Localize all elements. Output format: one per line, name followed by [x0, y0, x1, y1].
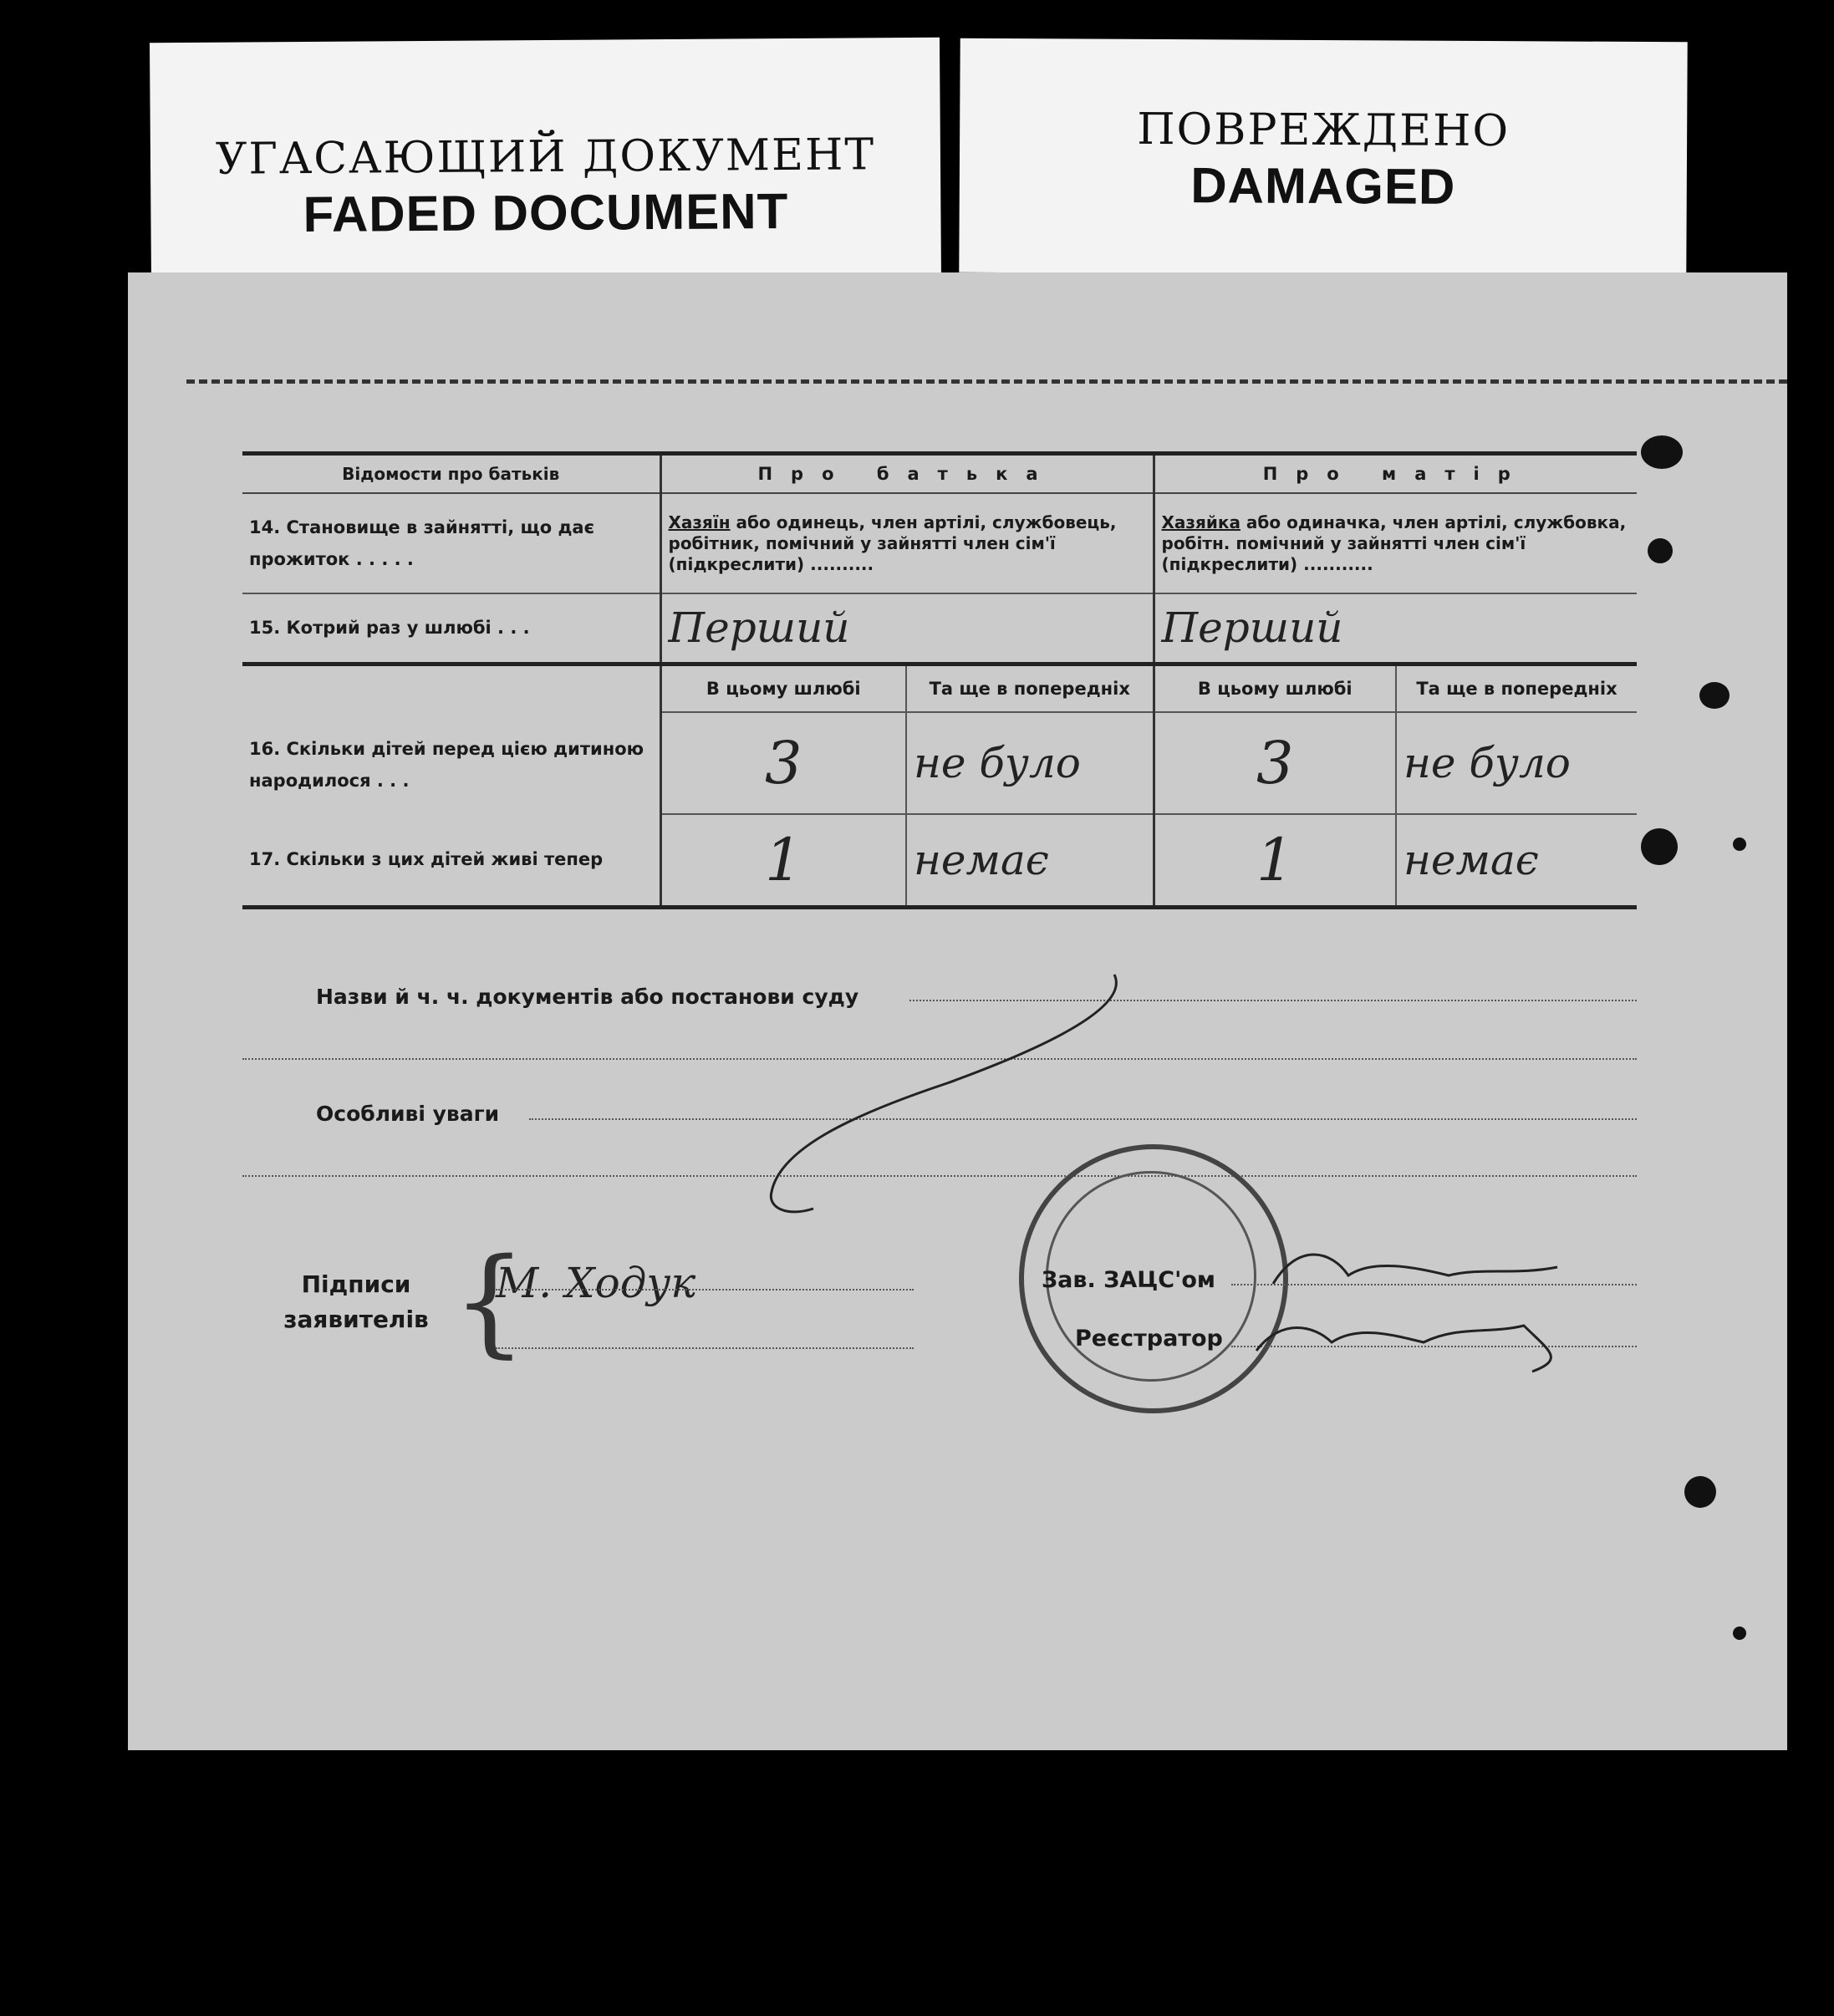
official-signatures: [1248, 1225, 1599, 1392]
row14-mother-underlined: Хазяйка: [1161, 512, 1240, 532]
damage-hole: [1733, 837, 1746, 851]
damage-hole: [1641, 828, 1678, 865]
documents-label: Назви й ч. ч. документів або постанови суду: [316, 985, 859, 1009]
damage-hole: [1699, 682, 1730, 709]
damaged-tag: [959, 38, 1687, 277]
row16-label-cell: [242, 664, 660, 814]
damage-hole: [1733, 1627, 1746, 1640]
row14-mother-text: або одиначка, член артілі, службовка, робітн. помічний у зайнятті член сім'ї (підкреслити) ...........: [1161, 512, 1627, 574]
row15-mother-value: Перший: [1154, 593, 1637, 664]
row14-mother: [1154, 493, 1637, 593]
row16-father-this: 3: [660, 712, 906, 814]
damage-hole: [1648, 538, 1673, 563]
row17-father-this: 1: [660, 814, 906, 908]
header-parents-info: Відомости про батьків: [242, 454, 660, 494]
row17-mother-this: 1: [1154, 814, 1396, 908]
document-page: [128, 272, 1787, 1750]
row16-father-prev: не було: [906, 712, 1154, 814]
faded-document-en: FADED DOCUMENT: [303, 182, 789, 243]
subheader-father-this: В цьому шлюбі: [660, 664, 906, 712]
damaged-ru: ПОВРЕЖДЕНО: [1137, 104, 1511, 157]
header-father: Про батька: [660, 454, 1154, 494]
applicants-label-line2: заявителів: [283, 1306, 429, 1333]
damaged-en: DAMAGED: [1190, 157, 1456, 215]
applicant-signature: М. Ходук: [496, 1259, 696, 1307]
row16-mother-prev: не було: [1396, 712, 1637, 814]
row14-father-text: або одинець, член артілі, службовець, робітник, помічний у зайнятті член сім'ї (підкреслити) ..........: [668, 512, 1117, 574]
faded-document-tag: [150, 38, 941, 286]
applicant-signature-line-2: [496, 1347, 914, 1349]
head-zags-label: Зав. ЗАЦС'ом: [1042, 1267, 1215, 1293]
row16-label: 16. Скільки дітей перед цією дитиною народилося . . .: [249, 739, 644, 791]
damage-hole: [1684, 1476, 1716, 1508]
applicant-signature-line-1: [496, 1289, 914, 1291]
faded-document-ru: УГАСАЮЩИЙ ДОКУМЕНТ: [215, 130, 876, 185]
subheader-mother-prev: Та ще в попередніх: [1396, 664, 1637, 712]
row17-mother-prev: немає: [1396, 814, 1637, 908]
row14-father: [660, 493, 1154, 593]
row14-label: 14. Становище в зайнятті, що дає прожиток . . . . .: [242, 493, 660, 593]
brace-icon: {: [452, 1234, 527, 1370]
row16-mother-this: 3: [1154, 712, 1396, 814]
row17-father-prev: немає: [906, 814, 1154, 908]
subheader-father-prev: Та ще в попередніх: [906, 664, 1154, 712]
row15-label: 15. Котрий раз у шлюбі . . .: [242, 593, 660, 664]
parents-info-table: [242, 451, 1637, 909]
header-mother: Про матір: [1154, 454, 1637, 494]
applicants-label-line1: Підписи: [301, 1270, 411, 1298]
row15-father-value: Перший: [660, 593, 1154, 664]
subheader-mother-this: В цьому шлюбі: [1154, 664, 1396, 712]
damage-hole: [1641, 435, 1683, 469]
remarks-label: Особливі уваги: [316, 1102, 500, 1126]
row17-label: 17. Скільки з цих дітей живі тепер: [242, 814, 660, 908]
perforation-line: [186, 379, 1787, 384]
applicants-signatures-label: [277, 1267, 436, 1337]
registrar-label: Реєстратор: [1075, 1326, 1223, 1352]
row14-father-underlined: Хазяїн: [668, 512, 731, 532]
